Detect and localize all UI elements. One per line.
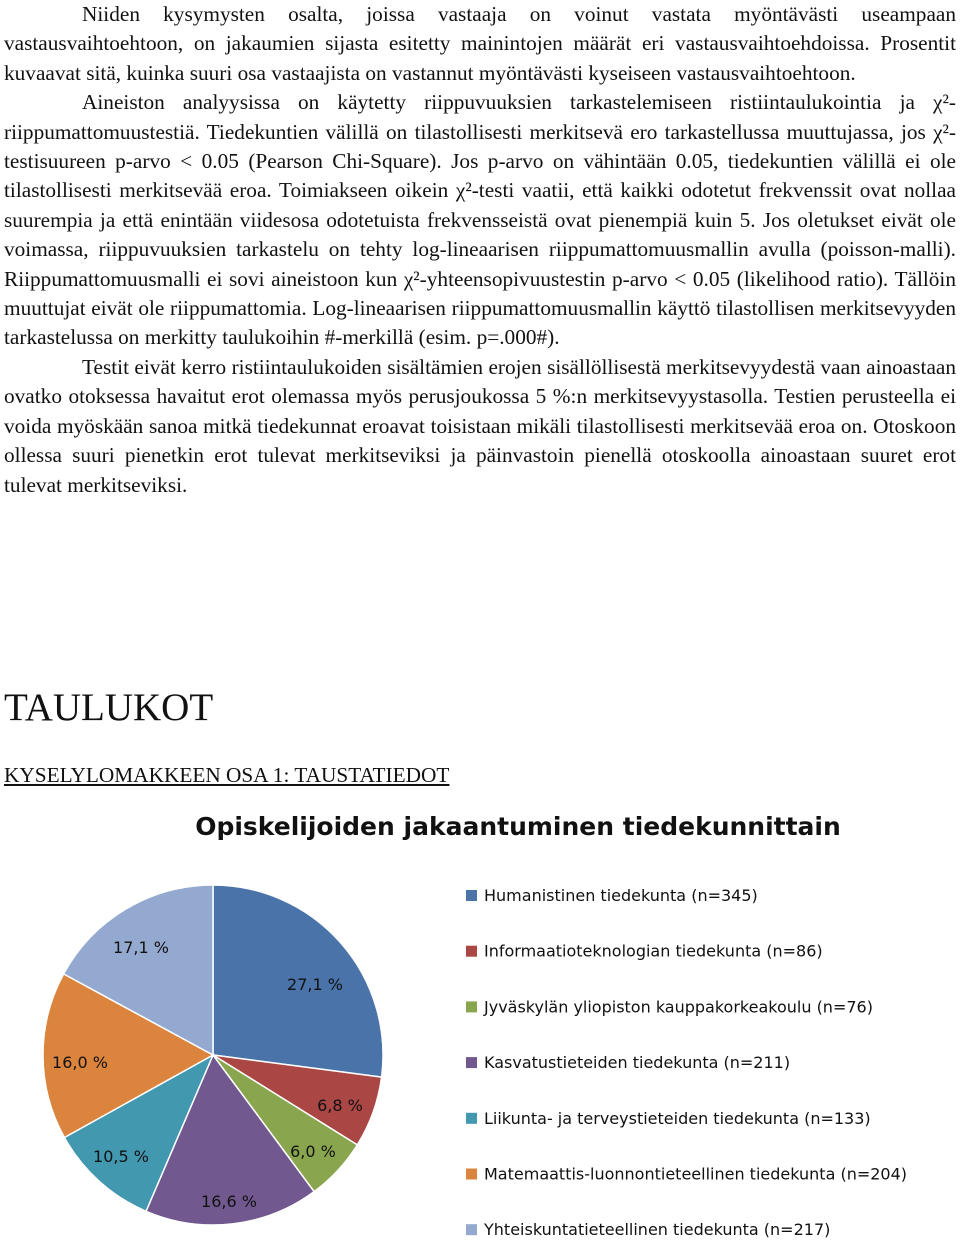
pie-data-label: 16,0 % — [52, 1053, 108, 1072]
paragraph-1: Niiden kysymysten osalta, joissa vastaaja on voinut vastata myöntävästi useampaan vastausvaihtoehtoon, on jakaumien sijasta esitetty mainintojen määrät eri vastausvaihtoehdoissa. Prosentit kuvaavat sitä, kuinka suuri osa vastaajista on vastannut myöntävästi kyseiseen vastausvaihtoehtoon. — [4, 2, 956, 85]
legend-label: Humanistinen tiedekunta (n=345) — [484, 886, 758, 905]
legend-swatch — [466, 1169, 477, 1180]
section-heading: TAULUKOT — [4, 686, 214, 729]
legend-label: Yhteiskuntatieteellinen tiedekunta (n=217) — [484, 1220, 831, 1240]
legend-swatch — [466, 946, 477, 957]
pie-chart — [0, 790, 960, 1242]
legend-label: Liikunta- ja terveystieteiden tiedekunta (n=133) — [484, 1108, 871, 1128]
chart-legend — [466, 886, 907, 1239]
pie-data-label: 10,5 % — [93, 1147, 149, 1166]
paragraph-2: Aineiston analyysissa on käytetty riippuvuuksien tarkastelemiseen ristiintaulukointia ja χ²-riippumattomuustestiä. Tiedekuntien välillä on tilastollisesti merkitsevä ero tarkastellussa muuttujassa, jos χ²-testisuureen p-arvo < 0.05 (Pearson Chi-Square). Jos p-arvo on vähintään 0.05, tiedekuntien välillä ei ole tilastollisesti merkitsevää eroa. Toimiakseen oikein χ²-testi vaatii, että kaikki odotetut frekvenssit ovat nollaa suurempia ja että enintään viidesosa odotetuista frekvensseistä ovat pienempiä kuin 5. Jos oletukset eivät ole voimassa, riippuvuuksien tarkastelu on tehty log-lineaarisen riippumattomuusmallin avulla (poisson-malli). Riippumattomuusmalli ei sovi aineistoon kun χ²-yhteensopivuustestin p-arvo < 0.05 (likelihood ratio). Tällöin muuttujat eivät ole riippumattomia. Log-lineaarisen riippumattomuusmallin käyttö tilastollisen merkitsevyyden tarkastelussa on merkitty taulukoihin #-merkillä (esim. p=.000#). — [4, 90, 956, 350]
legend-swatch — [466, 1224, 477, 1235]
pie-data-label: 16,6 % — [201, 1192, 257, 1211]
body-text — [4, 0, 956, 500]
pie-data-label: 17,1 % — [113, 938, 169, 957]
section-subheading: KYSELYLOMAKKEEN OSA 1: TAUSTATIEDOT — [4, 763, 450, 787]
legend-swatch — [466, 1057, 477, 1068]
chart-title: Opiskelijoiden jakaantuminen tiedekunnittain — [195, 812, 841, 841]
legend-label: Jyväskylän yliopiston kauppakorkeakoulu (n=76) — [484, 997, 873, 1017]
legend-label: Kasvatustieteiden tiedekunta (n=211) — [484, 1053, 791, 1073]
paragraph-3: Testit eivät kerro ristiintaulukoiden sisältämien erojen sisällöllisestä merkitsevyydestä vaan ainoastaan ovatko otoksessa havaitut erot olemassa myös perusjoukossa 5 %:n merkitsevyystasolla. Testien perusteella ei voida myöskään sanoa mitkä tiedekunnat eroavat toisistaan mikäli tilastollisesti merkitsevää eroa on. Otoskoon ollessa suuri pienetkin erot tulevat merkitseviksi ja päinvastoin pienellä otoskoolla ainoastaan suuret erot tulevat merkitseviksi. — [4, 354, 956, 497]
legend-swatch — [466, 1001, 477, 1012]
legend-label: Matemaattis-luonnontieteellinen tiedekunta (n=204) — [484, 1164, 908, 1184]
pie-data-label: 6,8 % — [317, 1096, 363, 1115]
pie-data-label: 6,0 % — [290, 1142, 336, 1161]
legend-swatch — [466, 1113, 477, 1124]
pie-data-label: 27,1 % — [287, 975, 343, 994]
legend-swatch — [466, 890, 477, 901]
legend-label: Informaatioteknologian tiedekunta (n=86) — [484, 941, 823, 961]
